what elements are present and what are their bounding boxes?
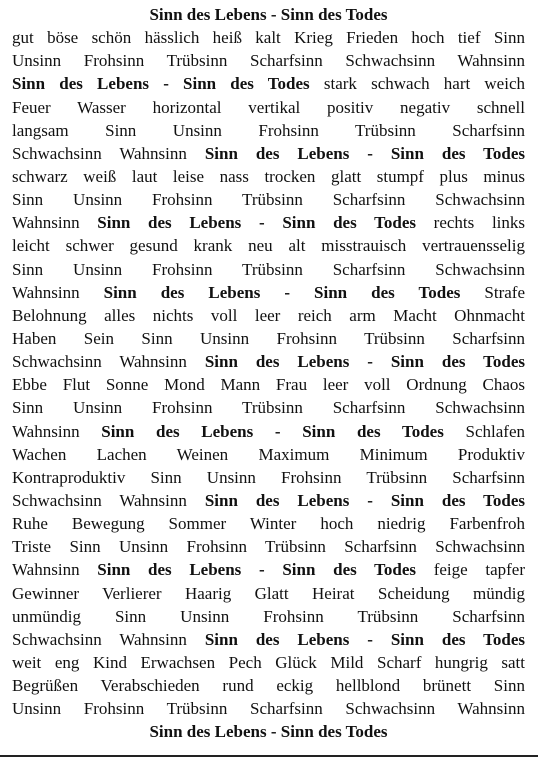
text-segment: Schwachsinn Wahnsinn: [12, 629, 205, 649]
text-line: [12, 26, 525, 49]
text-segment: Schwachsinn Wahnsinn: [12, 490, 205, 510]
text-line: [12, 697, 525, 720]
text-segment: Sinn Unsinn Frohsinn Trübsinn Scharfsinn Schwachsinn: [12, 398, 525, 418]
text-line: [12, 558, 525, 581]
text-segment: Belohnung alles nichts voll leer reich arm Macht Ohnmacht: [12, 305, 525, 325]
text-line: [12, 582, 525, 605]
bold-phrase: Sinn des Lebens - Sinn des Todes: [97, 560, 416, 580]
bold-phrase: Sinn des Lebens - Sinn des Todes: [103, 282, 461, 302]
text-line: [12, 443, 525, 466]
text-line: [12, 96, 525, 119]
text-segment: gut böse schön hässlich heiß kalt Krieg Frieden hoch tief Sinn: [12, 28, 525, 48]
text-line: [12, 72, 525, 95]
text-line: [12, 420, 525, 443]
text-segment: langsam Sinn Unsinn Frohsinn Trübsinn Scharfsinn: [12, 120, 525, 140]
text-line: [12, 535, 525, 558]
text-line: [12, 512, 525, 535]
bold-phrase: Sinn des Lebens - Sinn des Todes: [97, 213, 416, 233]
text-line: [12, 396, 525, 419]
text-segment: Sinn Unsinn Frohsinn Trübsinn Scharfsinn Schwachsinn: [12, 190, 525, 210]
text-segment: stark schwach hart weich: [309, 74, 525, 94]
text-line: [12, 489, 525, 512]
bold-phrase: Sinn des Lebens - Sinn des Todes: [204, 490, 526, 510]
text-segment: feige tapfer: [416, 560, 525, 580]
bold-phrase: Sinn des Lebens - Sinn des Todes: [12, 74, 310, 94]
text-segment: Sinn Unsinn Frohsinn Trübsinn Scharfsinn Schwachsinn: [12, 259, 525, 279]
text-segment: Ruhe Bewegung Sommer Winter hoch niedrig Farbenfroh: [12, 514, 525, 534]
text-segment: weit eng Kind Erwachsen Pech Glück Mild Scharf hungrig satt: [12, 652, 525, 672]
text-segment: schwarz weiß laut leise nass trocken glatt stumpf plus minus: [12, 166, 525, 186]
text-segment: Strafe: [460, 282, 526, 302]
text-segment: Schwachsinn Wahnsinn: [12, 352, 205, 372]
text-line: [12, 119, 525, 142]
text-segment: Gewinner Verlierer Haarig Glatt Heirat Scheidung mündig: [12, 583, 525, 603]
bold-phrase: Sinn des Lebens - Sinn des Todes: [149, 5, 388, 24]
text-segment: Haben Sein Sinn Unsinn Frohsinn Trübsinn Scharfsinn: [12, 328, 525, 348]
text-segment: Schlafen: [443, 421, 525, 441]
text-segment: Begrüßen Verabschieden rund eckig hellblond brünett Sinn: [12, 676, 525, 696]
poem-text-block: [12, 3, 525, 744]
text-line: [12, 165, 525, 188]
text-segment: rechts links: [415, 213, 526, 233]
text-segment: Wahnsinn: [12, 282, 104, 302]
text-segment: Triste Sinn Unsinn Frohsinn Trübsinn Scharfsinn Schwachsinn: [12, 537, 525, 557]
title-line: [12, 720, 525, 743]
text-line: [12, 674, 525, 697]
bold-phrase: Sinn des Lebens - Sinn des Todes: [101, 421, 444, 441]
text-segment: Ebbe Flut Sonne Mond Mann Frau leer voll Ordnung Chaos: [12, 375, 525, 395]
text-line: [12, 49, 525, 72]
text-segment: Schwachsinn Wahnsinn: [12, 143, 205, 163]
bottom-rule: [0, 755, 538, 757]
text-line: [12, 651, 525, 674]
text-segment: Wahnsinn: [12, 421, 102, 441]
text-segment: leicht schwer gesund krank neu alt misstrauisch vertrauensselig: [12, 236, 525, 256]
text-line: [12, 605, 525, 628]
title-line: [12, 3, 525, 26]
text-line: [12, 327, 525, 350]
text-segment: Unsinn Frohsinn Trübsinn Scharfsinn Schwachsinn Wahnsinn: [12, 51, 525, 71]
bold-phrase: Sinn des Lebens - Sinn des Todes: [204, 352, 526, 372]
text-line: [12, 628, 525, 651]
text-line: [12, 211, 525, 234]
bold-phrase: Sinn des Lebens - Sinn des Todes: [204, 143, 526, 163]
text-line: [12, 188, 525, 211]
text-segment: Kontraproduktiv Sinn Unsinn Frohsinn Trübsinn Scharfsinn: [12, 467, 525, 487]
text-segment: unmündig Sinn Unsinn Frohsinn Trübsinn Scharfsinn: [12, 606, 525, 626]
text-segment: Wahnsinn: [12, 213, 98, 233]
text-segment: Unsinn Frohsinn Trübsinn Scharfsinn Schwachsinn Wahnsinn: [12, 699, 525, 719]
text-line: [12, 350, 525, 373]
text-line: [12, 142, 525, 165]
bold-phrase: Sinn des Lebens - Sinn des Todes: [204, 629, 526, 649]
text-segment: Wachen Lachen Weinen Maximum Minimum Produktiv: [12, 444, 525, 464]
text-line: [12, 373, 525, 396]
text-segment: Wahnsinn: [12, 560, 98, 580]
text-line: [12, 281, 525, 304]
text-line: [12, 304, 525, 327]
text-line: [12, 258, 525, 281]
bold-phrase: Sinn des Lebens - Sinn des Todes: [149, 722, 388, 742]
text-line: [12, 466, 525, 489]
text-segment: Feuer Wasser horizontal vertikal positiv negativ schnell: [12, 97, 525, 117]
text-line: [12, 234, 525, 257]
